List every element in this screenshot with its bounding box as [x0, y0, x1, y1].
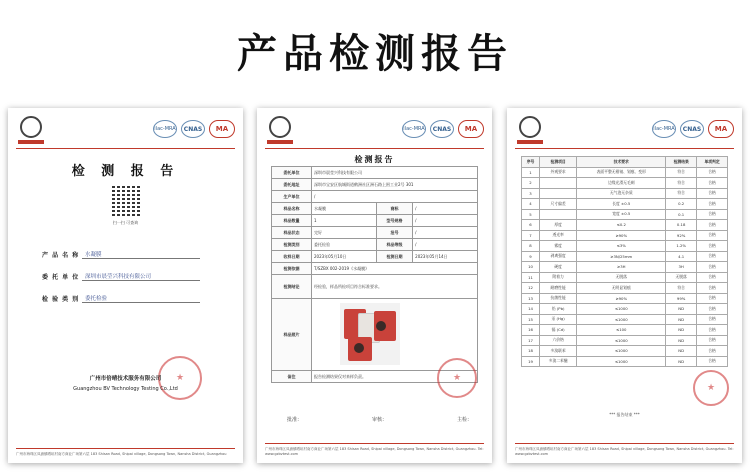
- table-cell: 附着力: [539, 272, 576, 283]
- table-cell: ≤1000: [577, 335, 666, 346]
- table-cell: 尺寸偏差: [539, 199, 576, 210]
- table-cell: 六价铬: [539, 335, 576, 346]
- company-name-en: Guangzhou BV Technology Testing Co.,Ltd: [73, 386, 178, 392]
- table-row: [522, 178, 728, 189]
- table-cell: 符合: [666, 188, 697, 199]
- table-cell: ≥3H: [577, 262, 666, 273]
- table-row: [522, 304, 728, 315]
- table-cell: 样品数量: [272, 215, 312, 227]
- table-row: [272, 167, 478, 179]
- table-cell: 批号: [376, 227, 412, 239]
- table-row: [522, 167, 728, 178]
- field-client: [42, 272, 200, 281]
- table-cell: 样品等级: [376, 239, 412, 251]
- seal-stamp: ★: [437, 358, 477, 398]
- table-row: [272, 251, 478, 263]
- table-cell: ≤3%: [577, 241, 666, 252]
- table-row: [522, 209, 728, 220]
- table-cell: 铅 (Pb): [539, 304, 576, 315]
- table-cell: ≥90%: [577, 293, 666, 304]
- table-cell: 委托地址: [272, 179, 312, 191]
- report-cover-page: [8, 108, 243, 463]
- table-row: [272, 239, 478, 251]
- table-cell: 合格: [697, 262, 728, 273]
- cma-logo: MA: [708, 120, 734, 138]
- table-cell: 镉 (Cd): [539, 325, 576, 336]
- bureau-veritas-logo: [18, 116, 44, 146]
- table-cell: 8: [522, 241, 540, 252]
- table-cell: 92%: [666, 230, 697, 241]
- table-cell: ND: [666, 335, 697, 346]
- table-cell: 2: [522, 178, 540, 189]
- table-cell: ≤0.2: [577, 220, 666, 231]
- table-cell: 长度 ±0.5: [577, 199, 666, 210]
- table-cell: 合格: [697, 251, 728, 262]
- header-divider: [16, 148, 235, 149]
- table-cell: 完好: [312, 227, 377, 239]
- table-cell: 9: [522, 251, 540, 262]
- logo-bar: [16, 116, 235, 146]
- table-row: [522, 314, 728, 325]
- table-cell: 符合: [666, 178, 697, 189]
- table-cell: 样品状态: [272, 227, 312, 239]
- table-row: [522, 346, 728, 357]
- table-cell: 18: [522, 346, 540, 357]
- table-cell: 符合: [666, 283, 697, 294]
- page-footer: 广州市海珠区凤浦镇晒坦村南方商业广场第六层 183 Shisan Road, Shipai village, Dongsong Town, Nansha District, Guangzhou. Tel: www.gzbvtest.com: [515, 443, 734, 457]
- table-cell: 99%: [666, 293, 697, 304]
- table-cell: 汞 (Hg): [539, 314, 576, 325]
- table-cell: ≤1000: [577, 304, 666, 315]
- table-cell: 1: [522, 167, 540, 178]
- signature-inspector: 主检：: [456, 417, 472, 423]
- table-row: [522, 262, 728, 273]
- table-cell: 合格: [697, 188, 728, 199]
- table-cell: 7: [522, 230, 540, 241]
- table-row: [272, 263, 478, 275]
- table-cell: 16: [522, 325, 540, 336]
- signature-row: [287, 416, 472, 423]
- results-table: [521, 156, 728, 367]
- table-cell: 委托检验: [312, 239, 377, 251]
- column-header: 检测结果: [666, 157, 697, 168]
- table-cell: 表面平整无褶皱、划痕、变形: [577, 167, 666, 178]
- table-cell: ≤1000: [577, 356, 666, 367]
- table-row: [522, 293, 728, 304]
- table-cell: 检测结论: [272, 275, 312, 299]
- table-cell: 型号规格: [376, 215, 412, 227]
- field-label: 检 验 类 别: [42, 296, 80, 303]
- table-cell: 合格: [697, 230, 728, 241]
- signature-approver: 批准：: [287, 417, 303, 423]
- qr-code-icon: [112, 186, 142, 216]
- company-name-cn: 广州市倍晴技术服务有限公司: [89, 376, 162, 382]
- table-row: [522, 251, 728, 262]
- table-cell: 雾度: [539, 241, 576, 252]
- cma-logo: MA: [458, 120, 484, 138]
- table-cell: 合格: [697, 209, 728, 220]
- test-results-page: [507, 108, 742, 463]
- field-label: 产 品 名 称: [42, 252, 80, 259]
- table-cell: 6: [522, 220, 540, 231]
- table-cell: [539, 209, 576, 220]
- field-test-type: [42, 294, 200, 303]
- table-cell: 3: [522, 188, 540, 199]
- table-cell: 13: [522, 293, 540, 304]
- table-cell: 合格: [697, 241, 728, 252]
- table-cell: 多溴联苯: [539, 346, 576, 357]
- table-cell: 合格: [697, 314, 728, 325]
- table-cell: 检测类别: [272, 239, 312, 251]
- cover-title: 检 测 报 告: [71, 164, 180, 179]
- table-cell: 硬度: [539, 262, 576, 273]
- table-cell: T/SZBX 002-2019《水凝膜》: [312, 263, 478, 275]
- table-row: [272, 215, 478, 227]
- table-cell: 多溴二苯醚: [539, 356, 576, 367]
- table-cell: 4.1: [666, 251, 697, 262]
- table-cell: 无气泡无杂质: [577, 188, 666, 199]
- table-cell: [539, 178, 576, 189]
- table-cell: 合格: [697, 167, 728, 178]
- table-cell: 无脱落: [577, 272, 666, 283]
- table-cell: ≤1000: [577, 346, 666, 357]
- logo-bar: [515, 116, 734, 146]
- table-row: [522, 335, 728, 346]
- report-title: 检测报告: [354, 154, 395, 164]
- ilac-logo: ilac-MRA: [652, 120, 676, 138]
- table-cell: 检测日期: [376, 251, 412, 263]
- table-row: [522, 272, 728, 283]
- table-cell: 外观要求: [539, 167, 576, 178]
- table-row: [272, 191, 478, 203]
- table-cell: 17: [522, 335, 540, 346]
- table-cell: 边缘光滑无毛刺: [577, 178, 666, 189]
- table-cell: 合格: [697, 335, 728, 346]
- table-cell: 合格: [697, 304, 728, 315]
- bureau-veritas-logo: [267, 116, 293, 146]
- table-cell: 宽度 ±0.5: [577, 209, 666, 220]
- table-cell: 2023年05月14日: [413, 251, 478, 263]
- table-row: [272, 227, 478, 239]
- table-row: [272, 275, 478, 299]
- table-cell: 10: [522, 262, 540, 273]
- table-cell: 无脱落: [666, 272, 697, 283]
- table-cell: 生产单位: [272, 191, 312, 203]
- table-cell: 深圳市晨莹兴科技有限公司: [312, 167, 478, 179]
- table-cell: 合格: [697, 283, 728, 294]
- table-cell: 12: [522, 283, 540, 294]
- column-header: 单项判定: [697, 157, 728, 168]
- cma-logo: MA: [209, 120, 235, 138]
- table-cell: ≤1000: [577, 314, 666, 325]
- table-cell: /: [413, 227, 478, 239]
- report-info-page: [257, 108, 492, 463]
- table-cell: ≤100: [577, 325, 666, 336]
- table-row: [522, 241, 728, 252]
- page-footer: 广州市海珠区凤浦镇晒坦村南方商业广场第六层 183 Shisan Road, Shipai village, Dongsong Town, Nansha District, Guangzhou: [16, 448, 235, 457]
- column-header: 序号: [522, 157, 540, 168]
- table-cell: 合格: [697, 220, 728, 231]
- table-cell: 合格: [697, 346, 728, 357]
- table-cell: ND: [666, 346, 697, 357]
- table-cell: /: [413, 239, 478, 251]
- table-cell: 样品照片: [272, 299, 312, 371]
- table-cell: 合格: [697, 178, 728, 189]
- qr-caption: 扫一扫 可查询: [112, 220, 139, 225]
- table-cell: 报告检测结果仅对来样负责。: [312, 371, 478, 383]
- table-row: [272, 203, 478, 215]
- table-cell: [539, 188, 576, 199]
- ilac-logo: ilac-MRA: [153, 120, 177, 138]
- table-header-row: [522, 157, 728, 168]
- table-cell: 耐磨性能: [539, 283, 576, 294]
- table-cell: 收样日期: [272, 251, 312, 263]
- table-cell: 0.2: [666, 199, 697, 210]
- table-row: [522, 283, 728, 294]
- field-product-name: [42, 250, 200, 259]
- seal-stamp: ★: [693, 370, 729, 406]
- table-cell: 0.1: [666, 209, 697, 220]
- table-cell: 无明显划痕: [577, 283, 666, 294]
- table-cell: 2023年05月10日: [312, 251, 377, 263]
- table-cell: 样品名称: [272, 203, 312, 215]
- table-cell: /: [312, 191, 478, 203]
- seal-stamp: ★: [158, 356, 202, 400]
- ilac-logo: ilac-MRA: [402, 120, 426, 138]
- field-value: 委托检验: [82, 294, 200, 303]
- table-cell: 合格: [697, 325, 728, 336]
- header-divider: [515, 148, 734, 149]
- table-cell: 备注: [272, 371, 312, 383]
- table-cell: 0.18: [666, 220, 697, 231]
- table-cell: 检测依据: [272, 263, 312, 275]
- table-row: [272, 179, 478, 191]
- header-divider: [265, 148, 484, 149]
- sample-photo: [340, 303, 400, 365]
- table-cell: 4: [522, 199, 540, 210]
- table-cell: 委托单位: [272, 167, 312, 179]
- table-cell: 合格: [697, 199, 728, 210]
- table-cell: 符合: [666, 167, 697, 178]
- cnas-logo: CNAS: [680, 120, 704, 138]
- report-end: *** 报告结束 ***: [609, 412, 640, 417]
- table-cell: 3H: [666, 262, 697, 273]
- page-title: 产品检测报告: [237, 31, 513, 77]
- table-cell: 抗菌性能: [539, 293, 576, 304]
- table-cell: ND: [666, 304, 697, 315]
- table-cell: ND: [666, 356, 697, 367]
- table-cell: 15: [522, 314, 540, 325]
- logo-bar: [265, 116, 484, 146]
- table-cell: 剥离强度: [539, 251, 576, 262]
- table-cell: 商标: [376, 203, 412, 215]
- table-cell: 1: [312, 215, 377, 227]
- table-cell: ND: [666, 325, 697, 336]
- table-cell: 19: [522, 356, 540, 367]
- table-row: [522, 220, 728, 231]
- field-label: 委 托 单 位: [42, 274, 80, 281]
- table-cell: 5: [522, 209, 540, 220]
- table-cell: 透光率: [539, 230, 576, 241]
- cnas-logo: CNAS: [181, 120, 205, 138]
- table-cell: 合格: [697, 356, 728, 367]
- table-cell: ≥3N/25mm: [577, 251, 666, 262]
- table-cell: 1.2%: [666, 241, 697, 252]
- cnas-logo: CNAS: [430, 120, 454, 138]
- table-cell: 11: [522, 272, 540, 283]
- table-cell: 合格: [697, 272, 728, 283]
- table-row: [522, 199, 728, 210]
- table-cell: 厚度: [539, 220, 576, 231]
- table-cell: 14: [522, 304, 540, 315]
- table-cell: 水凝膜: [312, 203, 377, 215]
- table-row: [522, 230, 728, 241]
- table-cell: 深圳市宝安区航城街道鹤洲社区洲石路上围工业2号 301: [312, 179, 478, 191]
- report-info-table: [271, 166, 478, 383]
- table-cell: /: [413, 215, 478, 227]
- column-header: 检测项目: [539, 157, 576, 168]
- table-cell: /: [413, 203, 478, 215]
- table-row: [522, 325, 728, 336]
- table-cell: ND: [666, 314, 697, 325]
- page-footer: 广州市海珠区凤浦镇晒坦村南方商业广场第六层 183 Shisan Road, Shipai village, Dongsong Town, Nansha District, Guangzhou. Tel: www.gzbvtest.com: [265, 443, 484, 457]
- table-cell: 经检验，样品所检项目符合标准要求。: [312, 275, 478, 299]
- table-row: [522, 356, 728, 367]
- field-value: 水凝膜: [82, 250, 200, 259]
- table-cell: 合格: [697, 293, 728, 304]
- signature-reviewer: 审核：: [371, 417, 387, 423]
- bureau-veritas-logo: [517, 116, 543, 146]
- table-cell: ≥90%: [577, 230, 666, 241]
- column-header: 技术要求: [577, 157, 666, 168]
- table-row: [522, 188, 728, 199]
- field-value: 深圳市晨莹兴科技有限公司: [82, 272, 200, 281]
